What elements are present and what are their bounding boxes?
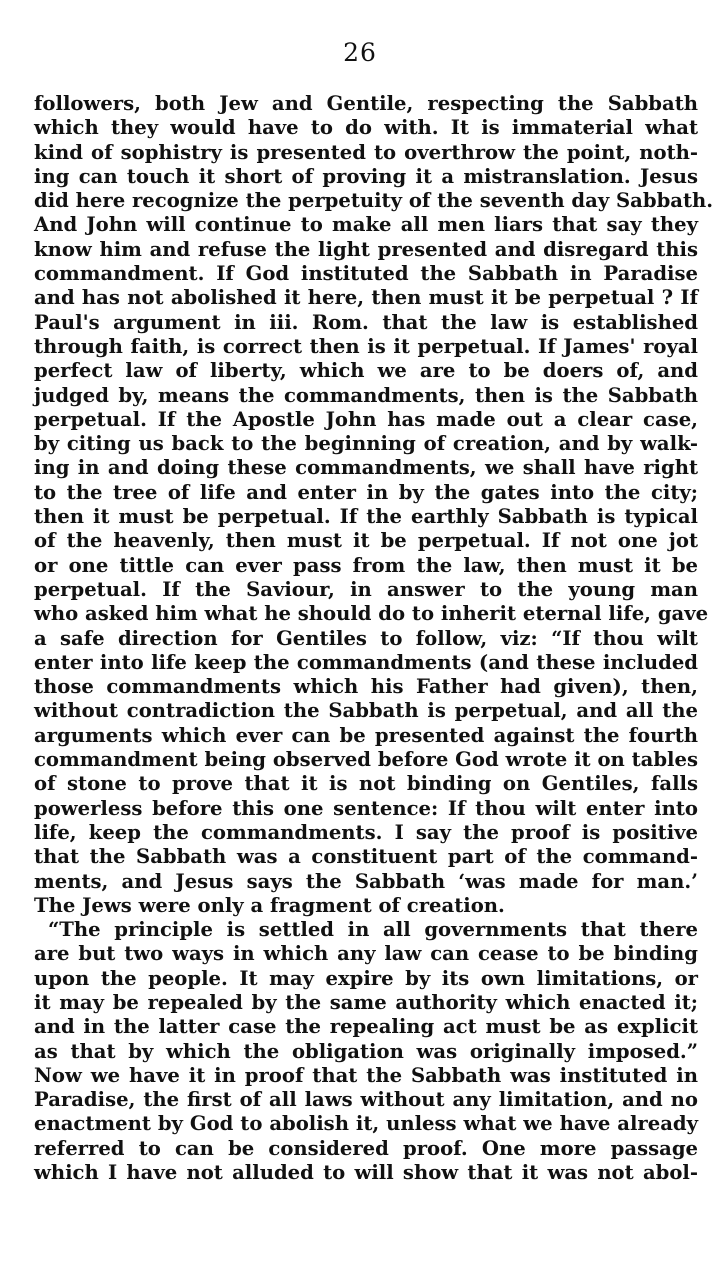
text-line: who asked him what he should do to inherit eternal life, gave [34,602,709,626]
text-line: arguments which ever can be presented against the fourth [34,723,698,747]
text-line: Now we have it in proof that the Sabbath was instituted in [34,1063,698,1087]
text-line: which I have not alluded to will show that it was not abol- [34,1161,698,1185]
text-line: Paradise, the first of all laws without any limitation, and no [34,1088,698,1112]
text-line: without contradiction the Sabbath is perpetual, and all the [34,699,698,723]
text-line: referred to can be considered proof. One more passage [34,1136,698,1160]
text-line: perpetual. If the Saviour, in answer to the young man [34,577,698,601]
text-line: ing can touch it short of proving it a mistranslation. Jesus [34,164,698,188]
text-line: are but two ways in which any law can cease to be binding [34,942,698,966]
text-line: ments, and Jesus says the Sabbath ‘was made for man.’ [34,869,698,893]
text-line: followers, both Jew and Gentile, respecting the Sabbath [34,92,698,115]
text-line: ing in and doing these commandments, we shall have right [34,456,698,480]
body-text [34,92,714,1185]
text-line: of the heavenly, then must it be perpetual. If not one jot [34,529,698,553]
text-line: life, keep the commandments. I say the proof is positive [34,820,698,844]
text-line: by citing us back to the beginning of creation, and by walk- [34,432,698,456]
text-line: judged by, means the commandments, then is the Sabbath [34,383,698,407]
text-line: commandment. If God instituted the Sabbath in Paradise [34,262,698,286]
text-line: commandment being observed before God wrote it on tables [34,748,698,772]
text-line: then it must be perpetual. If the earthly Sabbath is typical [34,505,698,529]
text-line: Paul's argument in iii. Rom. that the law is established [34,310,698,334]
text-line: upon the people. It may expire by its own limitations, or [34,966,698,990]
text-line: a safe direction for Gentiles to follow, viz: “If thou wilt [34,626,698,650]
text-line: enactment by God to abolish it, unless what we have already [34,1112,698,1136]
text-line: kind of sophistry is presented to overthrow the point, noth- [34,140,698,164]
text-line: and in the latter case the repealing act must be as explicit [34,1015,698,1039]
text-line: it may be repealed by the same authority which enacted it; [34,990,698,1014]
text-line: powerless before this one sentence: If thou wilt enter into [34,796,698,820]
page-number: 26 [343,38,377,67]
text-line: to the tree of life and enter in by the gates into the city; [34,480,698,504]
text-line: those commandments which his Father had given), then, [34,675,698,699]
paragraph-start-line: “The principle is settled in all governments that there [48,918,698,942]
text-line: perpetual. If the Apostle John has made out a clear case, [34,407,698,431]
text-line: did here recognize the perpetuity of the seventh day Sabbath. [34,189,714,213]
text-line: or one tittle can ever pass from the law, then must it be [34,553,698,577]
text-line: which they would have to do with. It is immaterial what [34,116,698,140]
text-line: enter into life keep the commandments (and these included [34,650,698,674]
text-line: that the Sabbath was a constituent part of the command- [34,845,698,869]
paragraph-end-line: The Jews were only a fragment of creation. [34,893,505,917]
text-line: as that by which the obligation was originally imposed.” [34,1039,698,1063]
text-line: and has not abolished it here, then must it be perpetual ? If [34,286,698,310]
text-line: through faith, is correct then is it perpetual. If James' royal [34,334,698,358]
text-line: perfect law of liberty, which we are to be doers of, and [34,359,698,383]
text-line: know him and refuse the light presented and disregard this [34,237,698,261]
text-line: of stone to prove that it is not binding on Gentiles, falls [34,772,698,796]
text-line: And John will continue to make all men liars that say they [34,213,698,237]
